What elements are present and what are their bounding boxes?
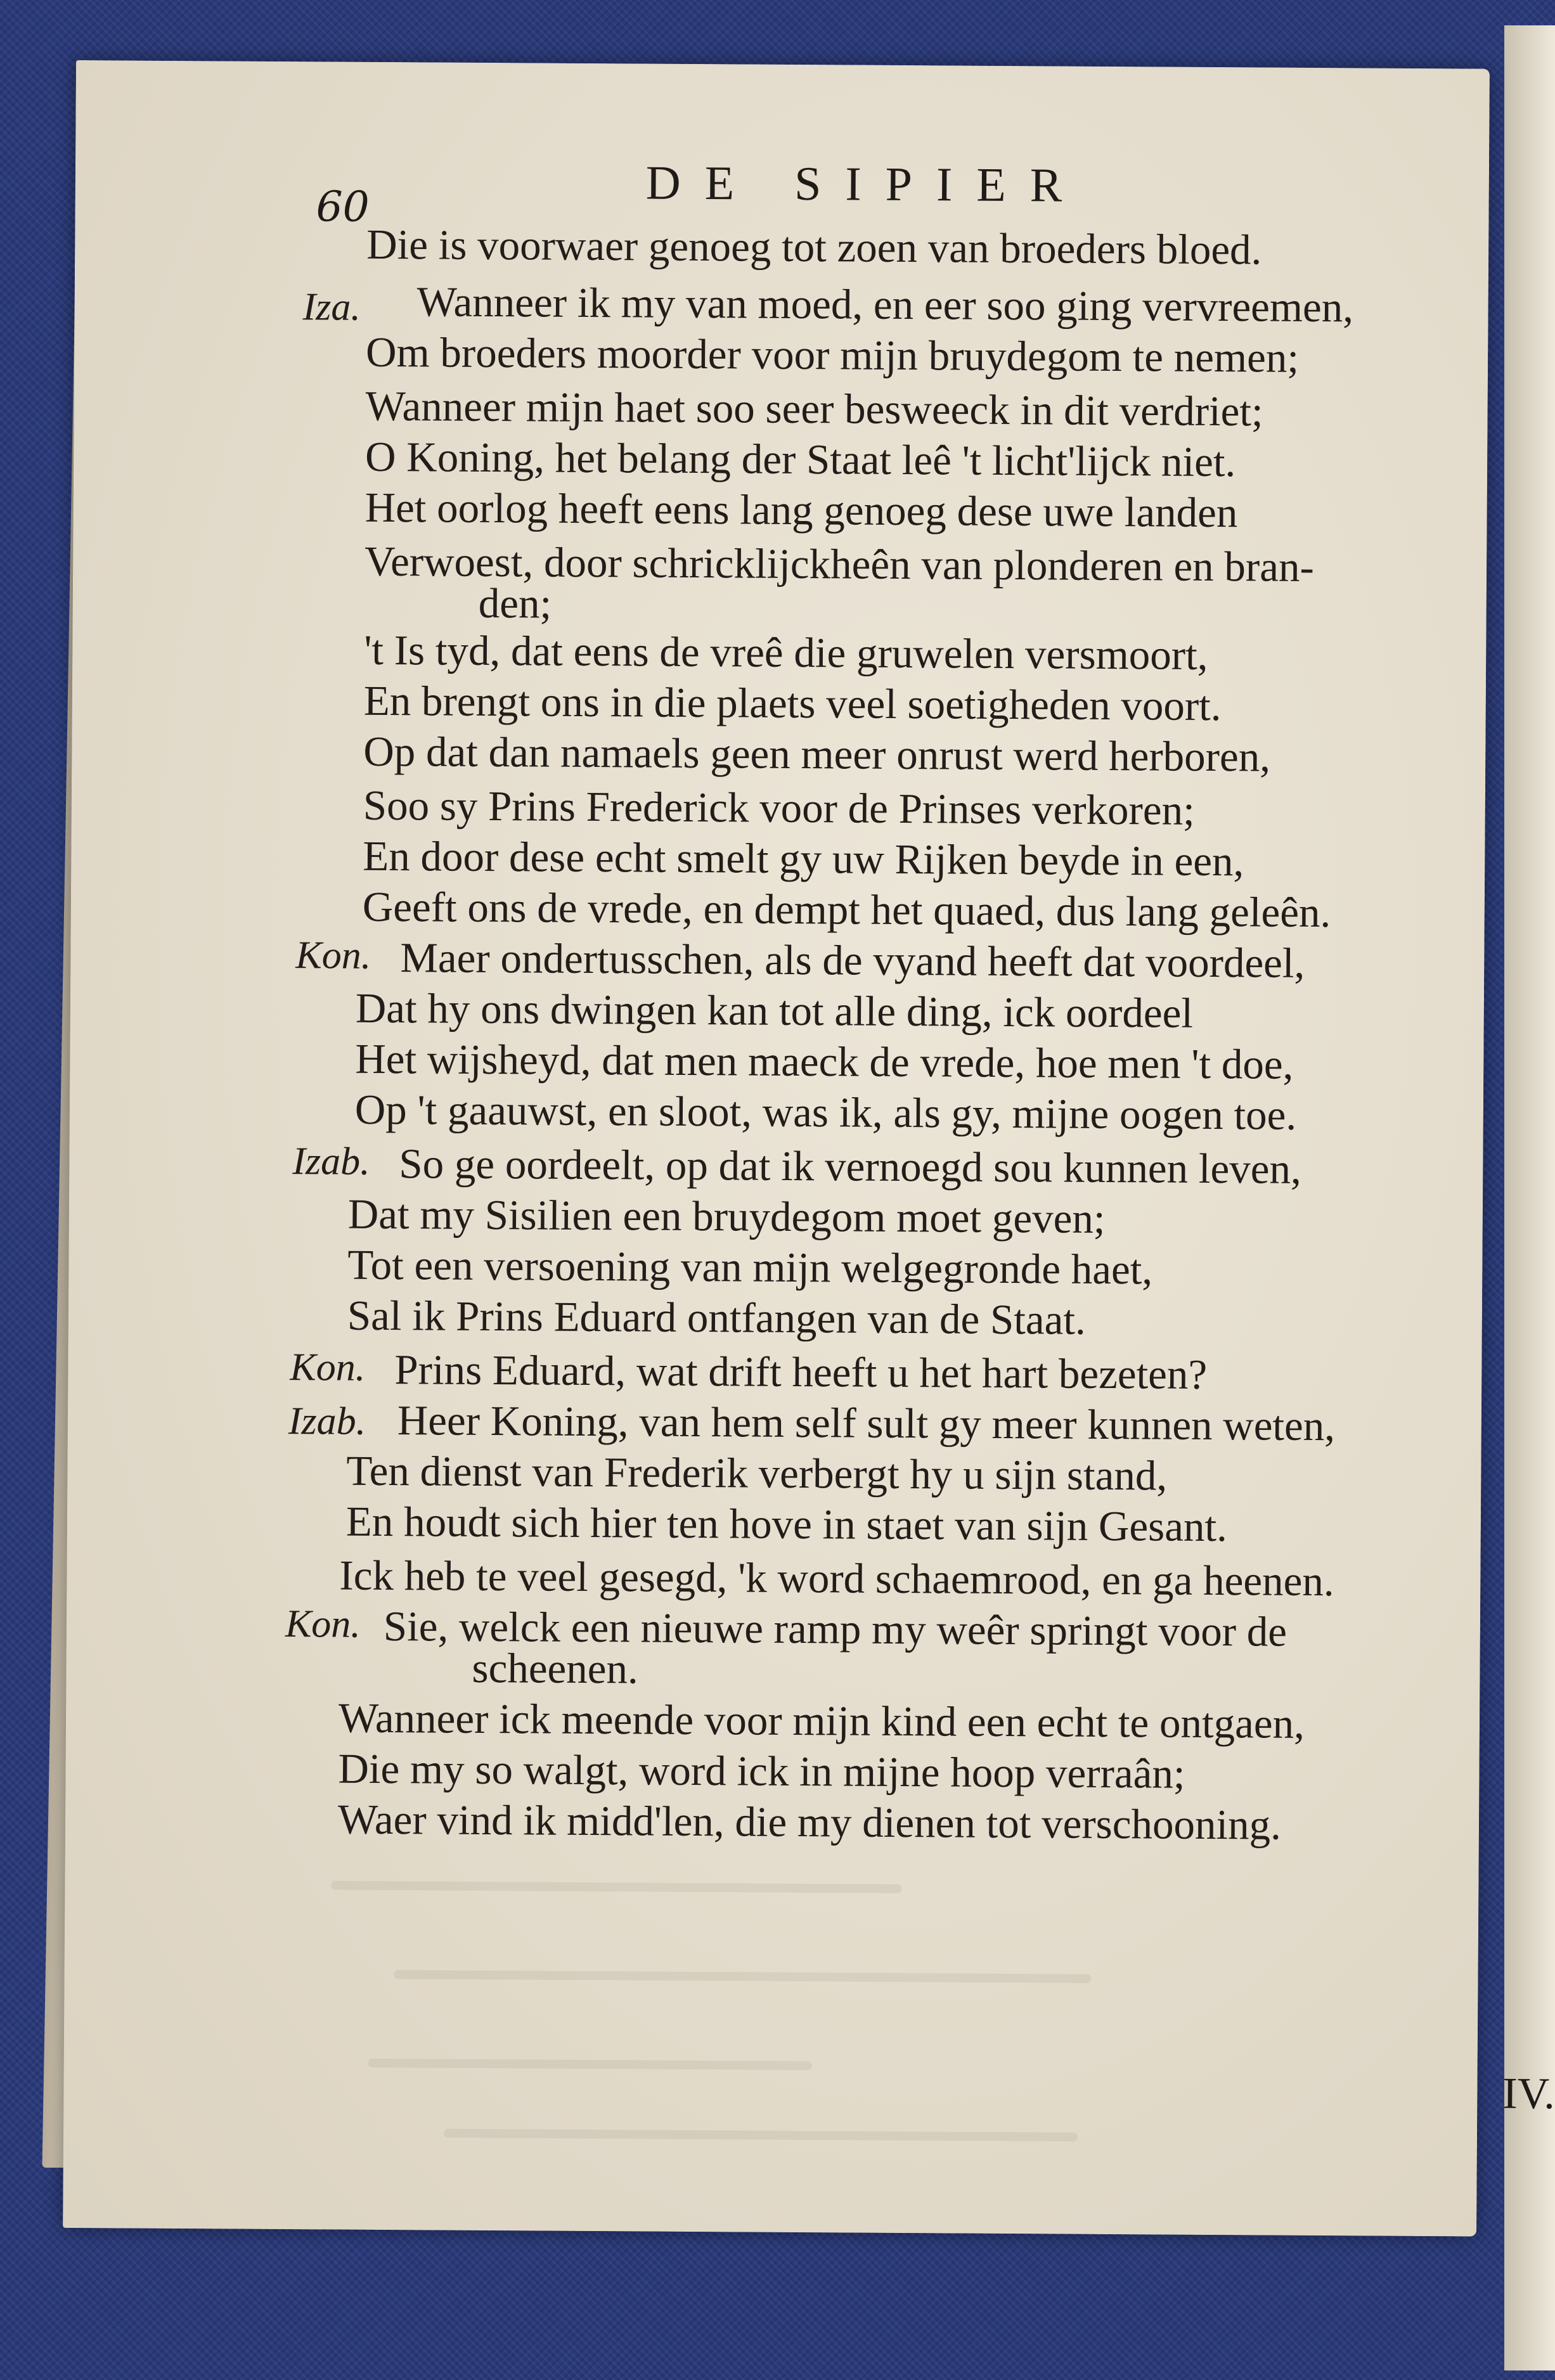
show-through: [444, 2129, 1078, 2142]
verse-line: den;: [478, 579, 552, 627]
show-through: [368, 2059, 812, 2070]
verse-line: Maer ondertusschen, als de vyand heeft dat voordeel,: [400, 934, 1305, 987]
running-head: DE SIPIER: [645, 156, 1087, 212]
speaker-label: Kon.: [285, 1602, 361, 1646]
facing-page-edge: [1504, 25, 1555, 2370]
verse-line: Het oorlog heeft eens lang genoeg dese uwe landen: [365, 484, 1238, 537]
speaker-label: Kon.: [295, 934, 371, 977]
signature-mark: IV.: [1502, 2069, 1555, 2119]
verse-line: Ick heb te veel gesegd, 'k word schaemrood, en ga heenen.: [339, 1552, 1334, 1605]
verse-line: Op 't gaauwst, en sloot, was ik, als gy, mijne oogen toe.: [354, 1086, 1297, 1139]
verse-line: En brengt ons in die plaets veel soetigheden voort.: [363, 677, 1222, 730]
page-number: 60: [316, 182, 370, 231]
verse-line: Soo sy Prins Frederick voor de Prinses verkoren;: [363, 782, 1195, 834]
verse-line: Het wijsheyd, dat men maeck de vrede, hoe men 't doe,: [355, 1035, 1294, 1088]
verse-line: Waer vind ik midd'len, die my dienen tot verschooning.: [337, 1796, 1282, 1849]
verse-line: Geeft ons de vrede, en dempt het quaed, dus lang geleên.: [362, 883, 1331, 937]
verse-line: Dat my Sisilien een bruydegom moet geven;: [347, 1190, 1106, 1242]
verse-line: Heer Koning, van hem self sult gy meer kunnen weten,: [397, 1397, 1336, 1450]
verse-line: O Koning, het belang der Staat leê 't licht'lijck niet.: [365, 433, 1236, 486]
verse-line: Die my so walgt, word ick in mijne hoop verraân;: [338, 1745, 1185, 1798]
verse-line: So ge oordeelt, op dat ik vernoegd sou kunnen leven,: [399, 1140, 1302, 1193]
verse-line: Ten dienst van Frederik verbergt hy u sijn stand,: [346, 1447, 1168, 1500]
verse-line: Wanneer mijn haet soo seer besweeck in dit verdriet;: [365, 382, 1263, 435]
verse-line: En door dese echt smelt gy uw Rijken beyde in een,: [363, 832, 1244, 885]
verse-line: 't Is tyd, dat eens de vreê die gruwelen versmoort,: [364, 626, 1208, 679]
verse-line: Sie, welck een nieuwe ramp my weêr springt voor de: [383, 1603, 1287, 1656]
verse-line: Op dat dan namaels geen meer onrust werd herboren,: [363, 728, 1271, 781]
speaker-label: Izab.: [288, 1399, 366, 1443]
speaker-label: Izab.: [292, 1140, 370, 1183]
verse-line: Die is voorwaer genoeg tot zoen van broeders bloed.: [366, 221, 1262, 274]
verse-line: scheenen.: [472, 1644, 639, 1693]
book-page: [63, 60, 1555, 2237]
show-through: [394, 1970, 1092, 1983]
verse-line: Dat hy ons dwingen kan tot alle ding, ick oordeel: [355, 984, 1194, 1037]
verse-line: Sal ik Prins Eduard ontfangen van de Staat.: [347, 1292, 1086, 1344]
show-through: [331, 1881, 901, 1893]
speaker-label: Kon.: [290, 1346, 366, 1389]
verse-line: Prins Eduard, wat drift heeft u het hart bezeten?: [394, 1346, 1208, 1398]
verse-line: Om broeders moorder voor mijn bruydegom te nemen;: [365, 328, 1300, 382]
verse-line: Tot een versoening van mijn welgegronde haet,: [347, 1241, 1153, 1294]
verse-line: Wanneer ick meende voor mijn kind een echt te ontgaen,: [338, 1694, 1305, 1747]
speaker-label: Iza.: [302, 285, 361, 329]
verse-line: En houdt sich hier ten hove in staet van sijn Gesant.: [345, 1498, 1228, 1551]
verse-line: Wanneer ik my van moed, en eer soo ging vervreemen,: [416, 278, 1354, 331]
verse-line: Verwoest, door schricklijckheên van plonderen en bran-: [364, 537, 1315, 591]
